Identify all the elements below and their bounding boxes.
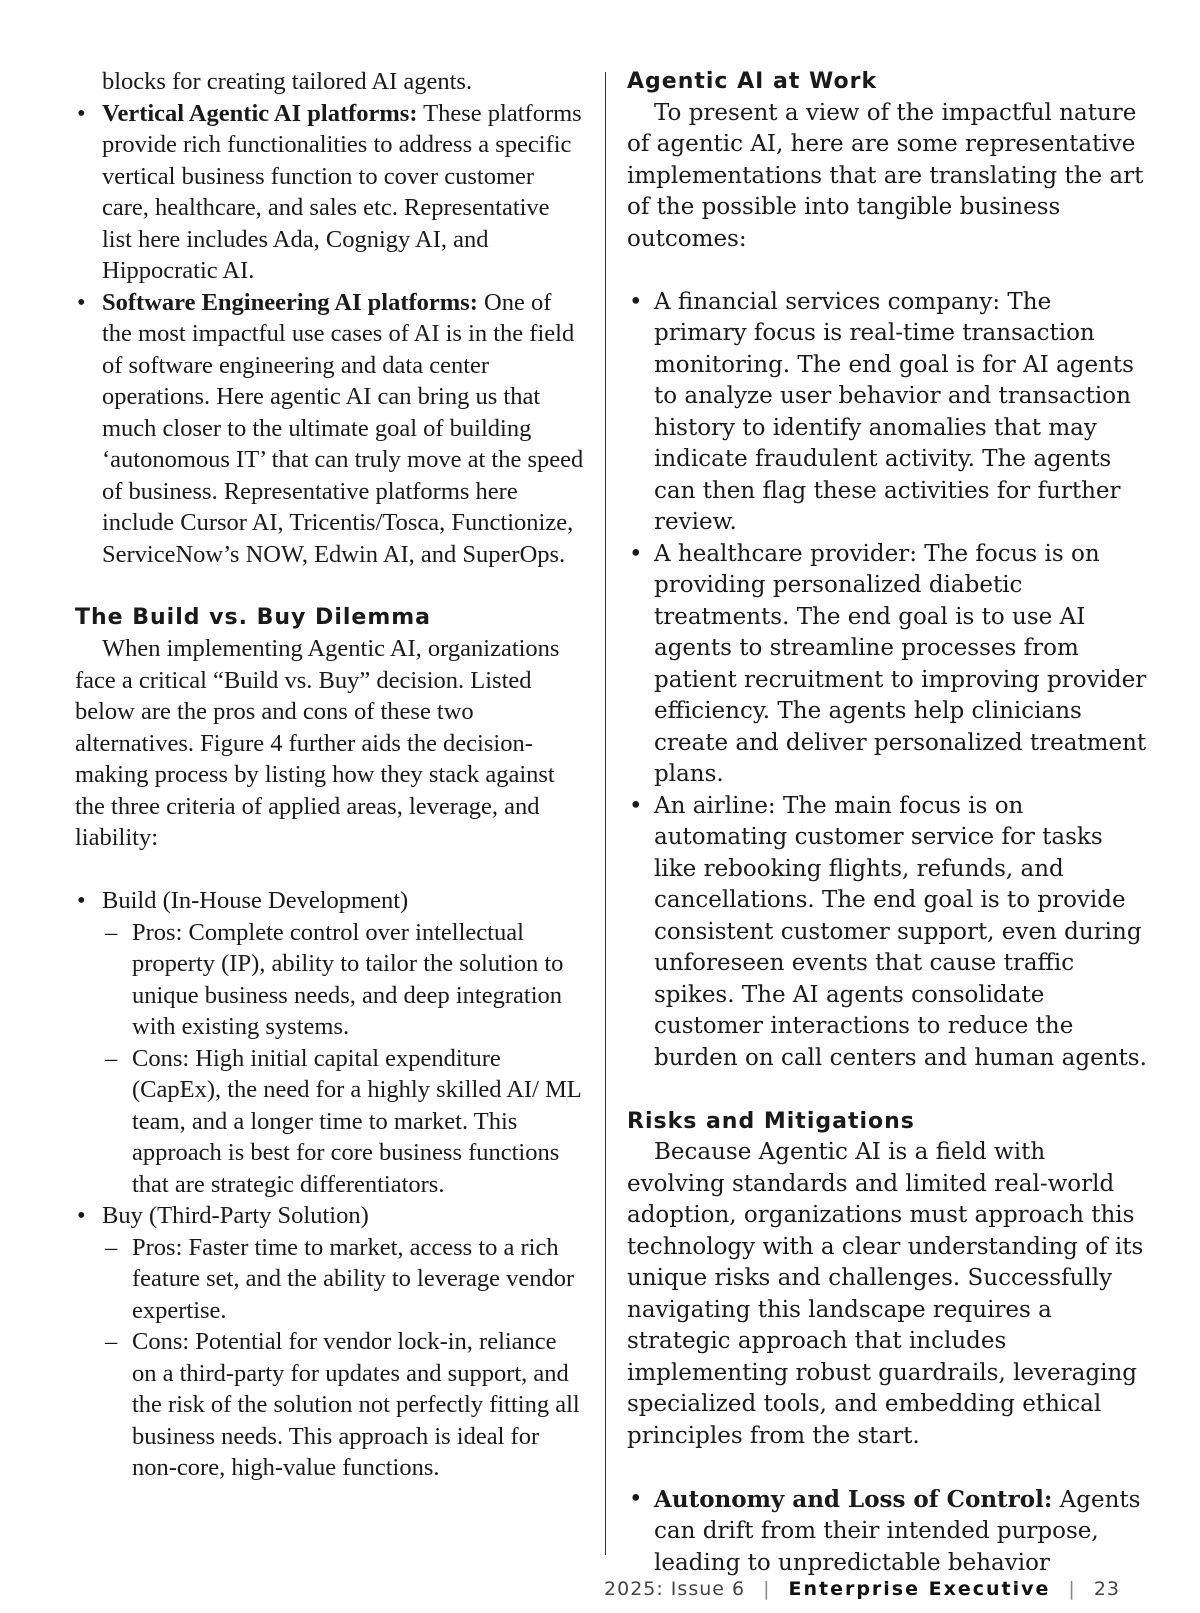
section-heading-build-buy: The Build vs. Buy Dilemma [75,604,432,630]
item-label: Autonomy and Loss of Control: [654,1485,1053,1513]
list-item-build: • Build (In-House Development) [75,885,585,917]
publication-name: Enterprise Executive [788,1578,1051,1600]
build-buy-list [75,885,585,1484]
footer-separator: | [1068,1578,1076,1600]
list-item [627,1484,1147,1580]
footer-separator: | [763,1578,771,1600]
list-item-buy: • Buy (Third-Party Solution) [75,1200,585,1232]
list-item [75,98,585,287]
page-number: 23 [1093,1578,1120,1600]
list-subitem-build-pros: – Pros: Complete control over intellectual property (IP), ability to tailor the solution to unique business needs, and deep integration with existing systems. [75,917,585,1043]
at-work-paragraph: To present a view of the impactful nature of agentic AI, here are some representative implementations that are translating the art of the possible into tangible business outcomes: [627,99,1144,252]
list-item [75,287,585,571]
column-divider [605,72,606,1555]
list-item: • A healthcare provider: The focus is on providing personalized diabetic treatments. The end goal is to use AI agents to streamline processes from patient recruitment to improving provider efficiency. The agents help clinicians create and deliver personalized treatment plans. [627,539,1147,791]
platform-list [75,98,585,571]
list-subitem-build-cons: – Cons: High initial capital expenditure (CapEx), the need for a highly skilled AI/ ML team, and a longer time to market. This approach is best for core business functions that are strategic differentiators. [75,1043,585,1201]
page-footer [0,1578,1120,1600]
section-heading-at-work: Agentic AI at Work [627,69,878,94]
risks-paragraph: Because Agentic AI is a field with evolving standards and limited real-world adoption, organizations must approach this technology with a clear understanding of its unique risks and challenges. Successfully navigating this landscape requires a strategic approach that includes implementing robust guardrails, leveraging specialized tools, and embedding ethical principles from the start. [627,1139,1144,1449]
left-column [75,66,585,1484]
item-label: Vertical Agentic AI platforms: [102,99,418,127]
list-subitem-buy-cons: – Cons: Potential for vendor lock-in, reliance on a third-party for updates and support, and the risk of the solution not perfectly fitting all business needs. This approach is ideal for non-core, high-value functions. [75,1326,585,1484]
item-text: One of the most impactful use cases of AI is in the field of software engineering and data center operations. Here agentic AI can bring us that much closer to the ultimate goal of building ‘autonomous IT’ that can truly move at the speed of business. Representative platforms here include Cursor AI, Tricentis/Tosca, Functionize, ServiceNow’s NOW, Edwin AI, and SuperOps. [102,288,584,568]
issue-label: 2025: Issue 6 [604,1578,746,1600]
section-heading-risks: Risks and Mitigations [627,1108,915,1134]
intro-continuation: blocks for creating tailored AI agents. [102,68,473,95]
list-item: • An airline: The main focus is on automating customer service for tasks like rebooking flights, refunds, and cancellations. The end goal is to provide consistent customer support, even during unforeseen events that cause traffic spikes. The AI agents consolidate customer interactions to reduce the burden on call centers and human agents. [627,791,1147,1075]
implementation-list [627,287,1147,1075]
right-column [627,66,1147,1579]
risks-list [627,1484,1147,1580]
item-text: Agents can drift from their intended purpose, leading to unpredictable behavior [654,1486,1141,1576]
build-buy-paragraph: When implementing Agentic AI, organizations face a critical “Build vs. Buy” decision. Listed below are the pros and cons of these two alternatives. Figure 4 further aids the decision-making process by listing how they stack against the three criteria of applied areas, leverage, and liability: [75,635,560,851]
item-text: These platforms provide rich functionalities to address a specific vertical business function to cover customer care, healthcare, and sales etc. Representative list here includes Ada, Cognigy AI, and Hippocratic AI. [102,99,582,284]
list-item: • A financial services company: The primary focus is real-time transaction monitoring. The end goal is for AI agents to analyze user behavior and transaction history to identify anomalies that may indicate fraudulent activity. The agents can then flag these activities for further review. [627,287,1147,539]
list-subitem-buy-pros: – Pros: Faster time to market, access to a rich feature set, and the ability to leverage vendor expertise. [75,1232,585,1327]
item-label: Software Engineering AI platforms: [102,288,478,316]
